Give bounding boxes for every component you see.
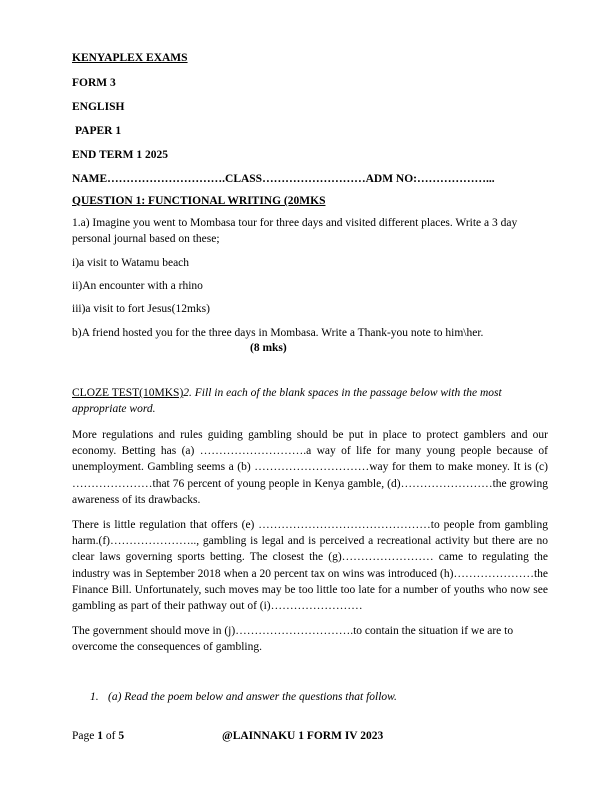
- question1-item-3: iii)a visit to fort Jesus(12mks): [72, 303, 210, 315]
- cloze-paragraph-3: The government should move in (j)………………………….to contain the situation if we are to overcome the consequences of gambling.: [72, 625, 514, 654]
- question1-item-2: ii)An encounter with a rhino: [72, 280, 203, 292]
- question1-title: QUESTION 1: FUNCTIONAL WRITING (20MKS: [72, 195, 326, 207]
- form-level: FORM 3: [72, 77, 116, 89]
- page-number: [72, 729, 124, 743]
- paper-number: PAPER 1: [75, 125, 122, 137]
- page-of: of: [102, 730, 119, 742]
- question1-part-a: 1.a) Imagine you went to Mombasa tour for three days and visited different places. Write a 3 day personal journal based on these;: [72, 217, 518, 246]
- cloze-paragraph-1: More regulations and rules guiding gambling should be put in place to protect gamblers and our economy. Betting has (a) ……………………….a way of life for many young people because of unemployment. Gambling seems a (b) …………………………way for them to make money. It is (c) …………………that 76 percent of young people in Kenya gamble, (d)……………………the growing awareness of its drawbacks.: [72, 429, 548, 506]
- page-label: Page: [72, 730, 98, 742]
- subject: ENGLISH: [72, 101, 125, 113]
- footer-watermark: @LAINNAKU 1 FORM IV 2023: [222, 730, 384, 742]
- student-details-line: NAME………………………….CLASS………………………ADM NO:………………...: [72, 173, 495, 185]
- poem-question-instruction: (a) Read the poem below and answer the questions that follow.: [108, 691, 397, 703]
- exam-name: KENYAPLEX EXAMS: [72, 52, 188, 64]
- cloze-heading: [72, 385, 548, 417]
- page-current: 1: [97, 730, 103, 742]
- page-total: 5: [118, 730, 125, 742]
- question1-item-1: i)a visit to Watamu beach: [72, 257, 190, 269]
- cloze-paragraph-2: There is little regulation that offers (e) ………………………………………to people from gambling harm.(f)………………….., gambling is legal and is perceived a recreational activity but there are no clear laws governing sports betting. The closest the (g)…………………… came to regulating the industry was in September 2018 when a 20 percent tax on wins was introduced (h)…………………the Finance Bill. Unfortunately, such moves may be too little too late for a number of youths who now see gambling as part of their pathway out of (i)……………………: [72, 519, 548, 613]
- question1-part-b-marks: (8 mks): [250, 342, 287, 354]
- poem-question-number: 1.: [90, 691, 99, 703]
- cloze-instruction: 2. Fill in each of the blank spaces in the passage below with the most appropriate word.: [72, 387, 502, 416]
- exam-term: END TERM 1 2025: [72, 149, 168, 161]
- question1-part-b: b)A friend hosted you for the three days in Mombasa. Write a Thank-you note to him\her.: [72, 327, 484, 339]
- cloze-title: CLOZE TEST(10MKS): [72, 387, 184, 399]
